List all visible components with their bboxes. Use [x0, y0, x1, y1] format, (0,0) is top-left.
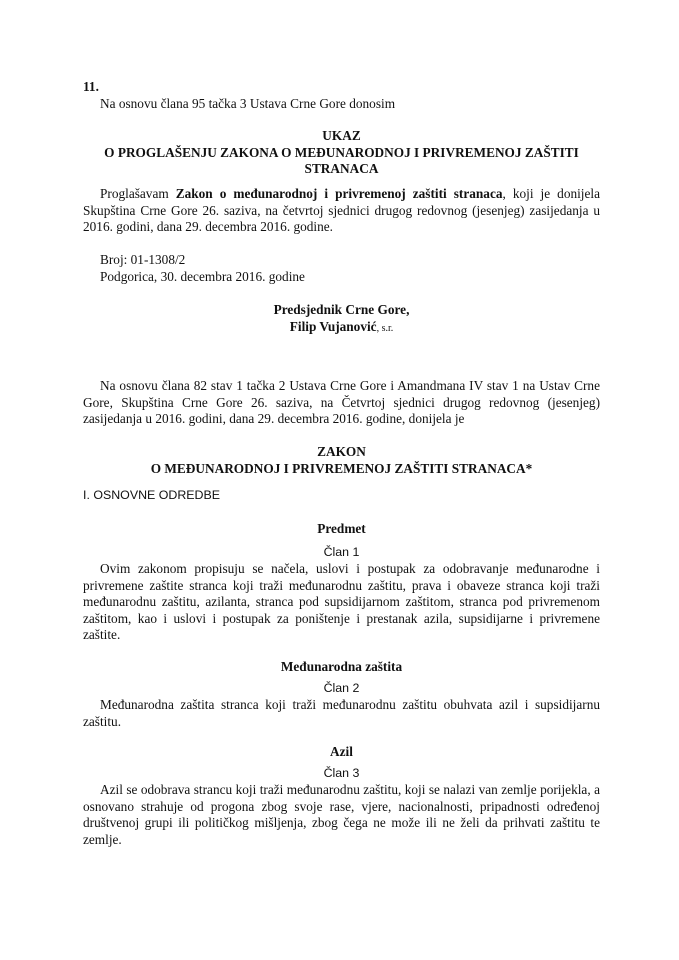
article-heading: Azil — [330, 744, 353, 759]
article-label: Član 3 — [323, 766, 360, 780]
article-label: Član 1 — [323, 545, 360, 559]
section-heading: I. OSNOVNE ODREDBE — [83, 488, 221, 502]
article-text: Ovim zakonom propisuju se načela, uslovi i postupak za odobravanje međunarodne i privremene zaštite stranca koji traži međunarodnu zaštitu, prava i obaveze stranca koji traži međunarodnu zaštitu, azilanta, stranca pod supsidijarnom zaštitom, stranca pod privremenom zaštitom, kao i uslovi i postupak za poništenje i prestanak azila, supsidijarne i privremene zaštite. — [83, 561, 600, 643]
article-label: Član 2 — [323, 681, 360, 695]
signature-title: Predsjednik Crne Gore, — [273, 302, 410, 317]
gazette-item-number: 11. — [83, 79, 99, 94]
proclamation-law-name: Zakon o međunarodnoj i privremenoj zaštiti stranaca — [175, 186, 503, 201]
proclamation-paragraph — [83, 186, 600, 236]
reference-place-date: Podgorica, 30. decembra 2016. godine — [100, 268, 305, 284]
law-subtitle: O MEĐUNARODNOJ I PRIVREMENOJ ZAŠTITI STRANACA* — [150, 460, 533, 476]
decree-title-block — [83, 128, 600, 178]
reference-number: Broj: 01-1308/2 — [100, 252, 186, 267]
decree-subtitle-line1: O PROGLAŠENJU ZAKONA O MEĐUNARODNOJ I PRIVREMENOJ ZAŠTITI — [104, 144, 579, 160]
signature-suffix: , s.r. — [376, 322, 394, 334]
law-preamble: Na osnovu člana 82 stav 1 tačka 2 Ustava Crne Gore i Amandmana IV stav 1 na Ustav Crne Gore, Skupština Crne Gore 26. saziva, na Četvrtoj sjednici drugog redovnog (jesenjeg) zasijedanja u 2016. godini, dana 29. decembra 2016. godine, donijela je — [83, 378, 600, 427]
article-heading: Predmet — [317, 521, 366, 536]
article-heading: Međunarodna zaštita — [280, 659, 403, 674]
article-text: Azil se odobrava strancu koji traži međunarodnu zaštitu, koji se nalazi van zemlje porijekla, a osnovano strahuje od progona zbog svoje rase, vjere, nacionalnosti, pripadnosti određenoj društvenoj grupi ili političkog mišljenja, zbog čega ne može ili ne želi da prihvati zaštitu te zemlje. — [83, 782, 600, 847]
proclamation-rest: , koji je donijela Skupština Crne Gore 26. saziva, na četvrtoj sjednici drugog redovnog (jesenjeg) zasijedanja u 2016. godini, dana 29. decembra 2016. godine. — [83, 186, 600, 235]
decree-subtitle-line2: STRANACA — [304, 161, 379, 177]
signature-line — [83, 319, 600, 338]
law-title-block — [83, 444, 600, 477]
law-title: ZAKON — [317, 444, 366, 459]
proclamation-lead: Proglašavam — [100, 186, 176, 201]
article-text: Međunarodna zaštita stranca koji traži međunarodnu zaštitu obuhvata azil i supsidijarnu zaštitu. — [83, 697, 600, 729]
signature-block — [83, 302, 600, 337]
decree-title: UKAZ — [322, 128, 361, 143]
decree-intro: Na osnovu člana 95 tačka 3 Ustava Crne Gore donosim — [100, 96, 396, 111]
signature-name: Filip Vujanović — [289, 318, 377, 334]
reference-block — [83, 252, 600, 285]
